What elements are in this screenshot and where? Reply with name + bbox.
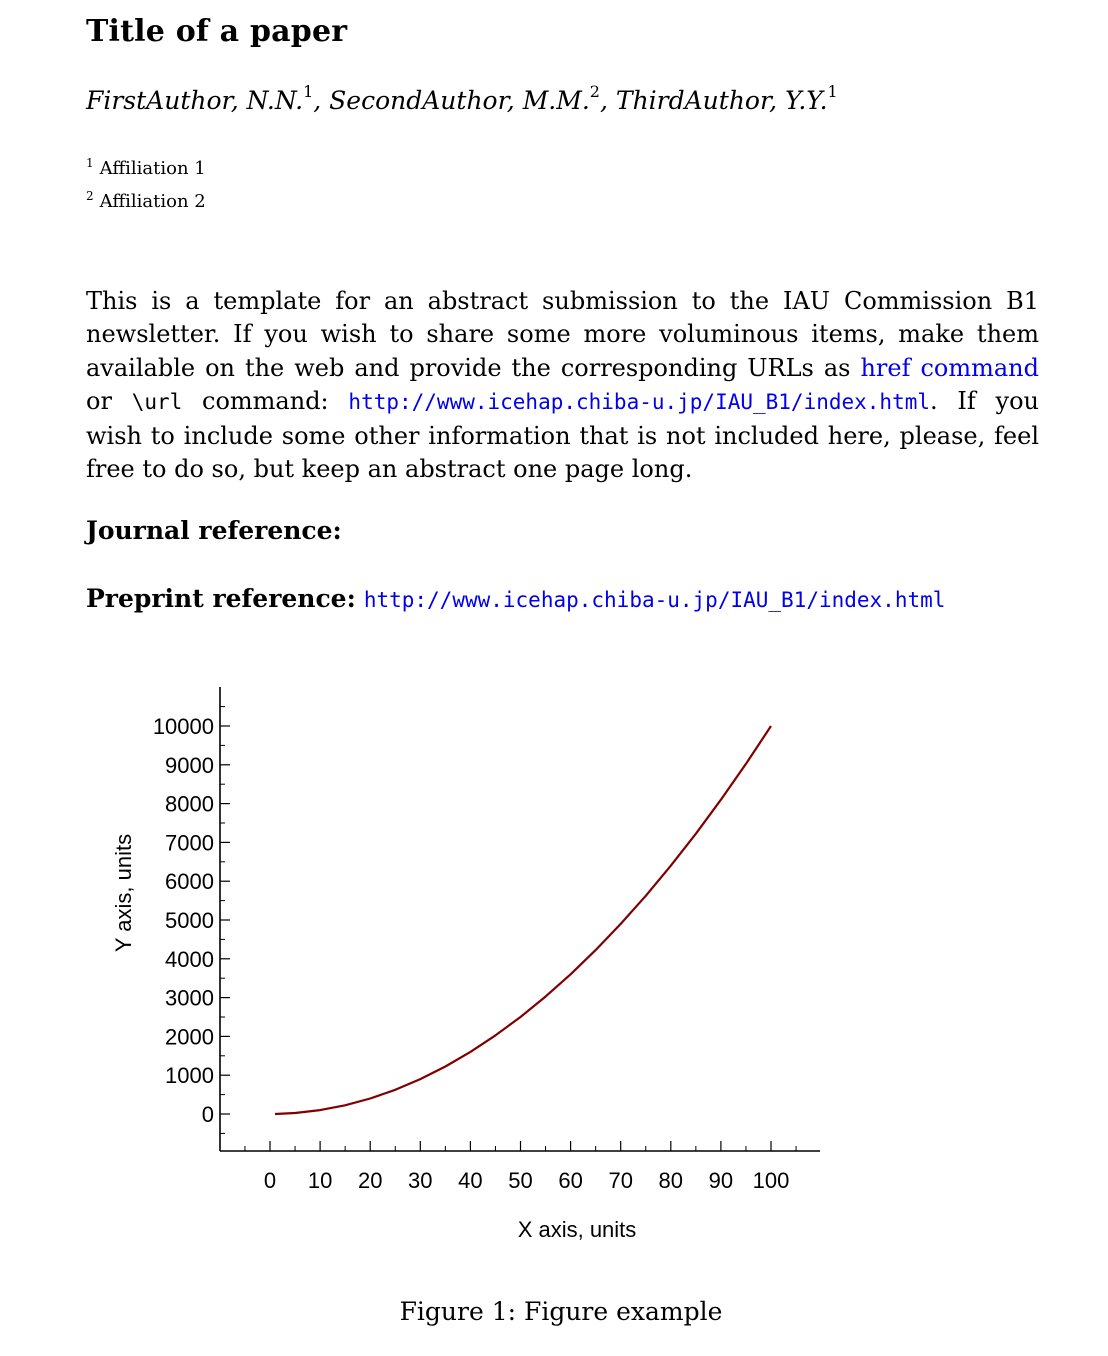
y-tick-label: 8000 — [165, 791, 214, 817]
y-tick-label: 6000 — [165, 869, 214, 895]
x-tick-label: 90 — [708, 1168, 734, 1193]
x-tick-label: 70 — [608, 1168, 633, 1193]
abstract-paragraph — [86, 285, 1039, 486]
affiliation-number: 2 — [86, 189, 94, 203]
y-tick-label: 1000 — [165, 1063, 214, 1089]
affiliation-text: Affiliation 2 — [99, 191, 206, 212]
y-tick-label: 2000 — [165, 1024, 214, 1050]
figure-caption-text: Figure 1: Figure example — [399, 1297, 723, 1326]
x-tick-label: 10 — [307, 1168, 333, 1193]
affiliation-1 — [86, 158, 206, 179]
affiliation-marker: 1 — [303, 82, 314, 101]
affiliation-marker: 2 — [589, 82, 600, 101]
journal-reference — [86, 516, 342, 545]
x-tick-label: 50 — [508, 1168, 533, 1193]
y-tick-label: 10000 — [152, 714, 214, 739]
abstract-text: This is a template for an abstract submission to the IAU Commission B1 newsletter. If you wish to share some more voluminous items, make them available on the web and provide the corresponding URLs as — [86, 287, 1039, 382]
y-tick-label: 3000 — [165, 985, 214, 1011]
abstract-url-link[interactable]: http://www.icehap.chiba-u.jp/IAU_B1/index.html — [348, 390, 931, 415]
href-command-link[interactable]: href command — [860, 353, 1039, 382]
affiliation-2 — [86, 191, 206, 212]
x-tick-label: 30 — [408, 1168, 433, 1193]
y-axis-label: Y axis, units — [111, 833, 136, 953]
author-name: SecondAuthor, M.M. — [329, 86, 590, 115]
x-tick-label: 20 — [357, 1168, 383, 1193]
affiliation-marker: 1 — [827, 82, 838, 101]
affiliation-number: 1 — [86, 156, 94, 170]
paper-title: Title of a paper — [86, 14, 348, 49]
x-tick-label: 0 — [263, 1168, 277, 1193]
y-tick-label: 4000 — [165, 946, 214, 972]
preprint-reference-label: Preprint reference: — [86, 584, 356, 613]
journal-reference-label: Journal reference: — [86, 516, 342, 545]
abstract-text: command: — [182, 387, 349, 416]
preprint-url-link[interactable]: http://www.icehap.chiba-u.jp/IAU_B1/index.html — [363, 588, 946, 612]
x-axis-label: X axis, units — [517, 1217, 637, 1242]
affiliation-text: Affiliation 1 — [99, 158, 206, 179]
x-tick-label: 100 — [752, 1168, 790, 1193]
author-name: ThirdAuthor, Y.Y. — [615, 86, 828, 115]
y-tick-label: 5000 — [165, 908, 214, 933]
preprint-reference — [86, 584, 945, 613]
figure-chart — [0, 660, 1108, 1260]
url-command-code: \url — [131, 390, 183, 415]
x-tick-label: 40 — [458, 1168, 483, 1193]
y-tick-label: 7000 — [165, 830, 214, 856]
figure-caption — [0, 1297, 1108, 1326]
abstract-text: or — [86, 387, 132, 416]
y-tick-label: 9000 — [165, 752, 214, 778]
abstract-text: . If you wish to include some other information that is not included here, please, feel free to do so, but keep an abstract one page long. — [86, 387, 1039, 484]
x-tick-label: 80 — [658, 1168, 684, 1193]
x-tick-label: 60 — [558, 1168, 583, 1193]
series-line — [275, 726, 771, 1114]
author-name: FirstAuthor, N.N. — [86, 86, 304, 115]
y-tick-label: 0 — [201, 1102, 214, 1127]
author-list: FirstAuthor, N.N.$^1$, SecondAuthor, M.M.$^2$, ThirdAuthor, Y.Y.$^1$ — [86, 82, 838, 115]
